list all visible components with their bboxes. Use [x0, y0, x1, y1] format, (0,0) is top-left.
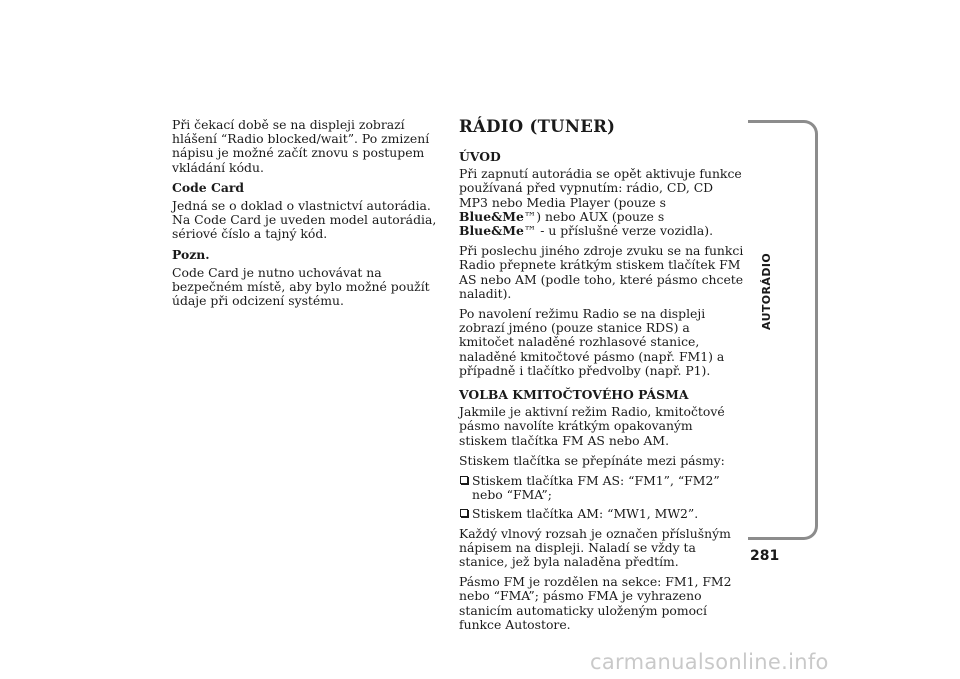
chapter-tab-frame [748, 120, 818, 540]
paragraph-radio-blocked: Při čekací době se na displeji zobrazí hlášení “Radio blocked/wait”. Po zmizení nápisu je možné začít znovu s postupem vkládání kódu. [172, 117, 430, 175]
paragraph-fm-sections: Pásmo FM je rozdělen na sekce: FM1, FM2 nebo “FMA”; pásmo FMA je vyhrazeno stanicím automaticky uloženým pomocí funkce Autostore. [459, 574, 732, 632]
list-item-text: Stiskem tlačítka FM AS: “FM1”, “FM2” nebo “FMA”; [472, 473, 720, 503]
brand-blueandme: Blue&Me [459, 223, 524, 239]
paragraph-band-switch: Stiskem tlačítka se přepínáte mezi pásmy: [459, 452, 725, 468]
paragraph-switch-source: Při poslechu jiného zdroje zvuku se na funkci Radio přepnete krátkým stiskem tlačítek FM AS nebo AM (podle toho, které pásmo chcete naladit). [459, 243, 744, 301]
list-item [459, 474, 744, 502]
paragraph-intro [459, 167, 744, 238]
list-item [459, 507, 744, 521]
list-item-text: Stiskem tlačítka AM: “MW1, MW2”. [472, 506, 699, 522]
paragraph-band-select: Jakmile je aktivní režim Radio, kmitočtové pásmo navolíte krátkým opakovaným stiskem tlačítka FM AS nebo AM. [459, 404, 725, 448]
left-column [172, 118, 440, 314]
right-column [459, 118, 744, 638]
text-fragment: ™ - u příslušné verze vozidla). [523, 223, 714, 239]
checkbox-bullet-icon [460, 476, 468, 484]
page-number: 281 [750, 548, 780, 564]
section-title: RÁDIO (TUNER) [459, 117, 616, 136]
heading-note: Pozn. [172, 246, 210, 262]
text-fragment: Při zapnutí autorádia se opět aktivuje funkce používaná před vypnutím: rádio, CD, CD MP3 nebo Media Player (pouze s [459, 166, 742, 210]
subheading-band-select: VOLBA KMITOČTOVÉHO PÁSMA [459, 387, 689, 403]
paragraph-note: Code Card je nutno uchovávat na bezpečném místě, aby bylo možné použít údaje při odcizení systému. [172, 264, 430, 309]
chapter-tab-label: AUTORÁDIO [760, 252, 773, 330]
subheading-intro: ÚVOD [459, 149, 501, 164]
checkbox-bullet-icon [460, 509, 468, 517]
heading-code-card: Code Card [172, 179, 245, 195]
paragraph-display-info: Po navolení režimu Radio se na displeji zobrazí jméno (pouze stanice RDS) a kmitočet naladěné rozhlasové stanice, naladěné kmitočtové pásmo (např. FM1) a případně i tlačítko předvolby (např. P1). [459, 306, 725, 378]
paragraph-code-card: Jedná se o doklad o vlastnictví autorádia. Na Code Card je uveden model autorádia, sériové číslo a tajný kód. [172, 198, 437, 242]
text-fragment: ™) nebo AUX (pouze s [523, 208, 665, 224]
watermark: carmanualsonline.info [590, 650, 829, 674]
brand-blueandme: Blue&Me [459, 208, 524, 224]
paragraph-band-label: Každý vlnový rozsah je označen příslušným nápisem na displeji. Naladí se vždy ta stanice, jež byla naladěna předtím. [459, 525, 731, 570]
